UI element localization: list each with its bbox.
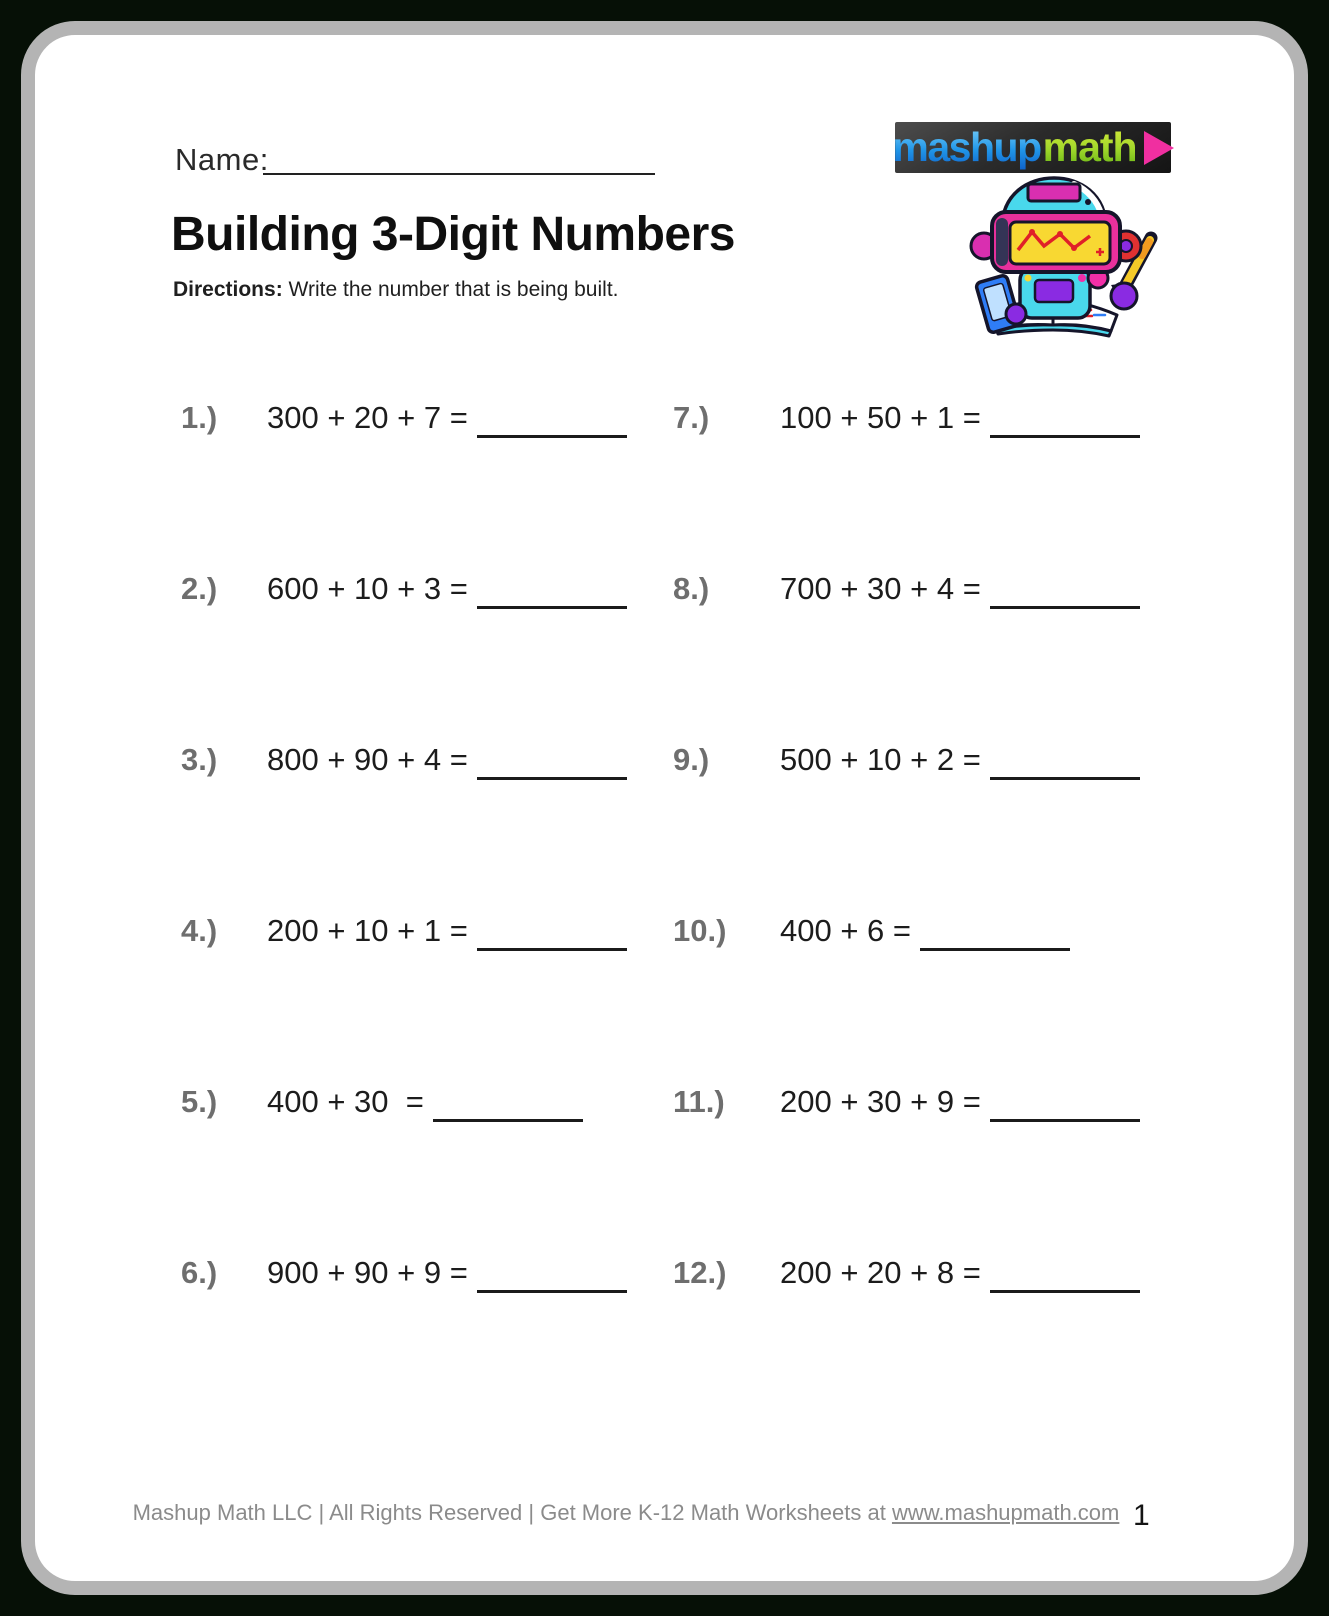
problem-row-7 (673, 398, 1140, 569)
directions-text: Write the number that is being built. (288, 278, 619, 301)
problem-number: 10.) (673, 913, 727, 948)
mashupmath-logo (892, 122, 1171, 173)
problem-number: 2.) (181, 571, 218, 606)
problems-column-left (181, 398, 627, 1424)
problem-row-1 (181, 398, 627, 569)
directions-label: Directions: (173, 278, 283, 301)
logo-text-mashup: mashup (892, 124, 1041, 170)
problem-expression: 300 + 20 + 7 = (267, 400, 468, 435)
answer-blank (477, 569, 627, 609)
answer-blank (990, 1082, 1140, 1122)
footer (36, 1500, 1216, 1526)
problem-number: 1.) (181, 400, 218, 435)
problem-expression: 200 + 30 + 9 = (780, 1084, 981, 1119)
problem-number: 12.) (673, 1255, 727, 1290)
problem-number: 5.) (181, 1084, 218, 1119)
problems-column-right (673, 398, 1140, 1424)
answer-blank (477, 911, 627, 951)
answer-blank (990, 740, 1140, 780)
answer-blank (920, 911, 1070, 951)
problem-row-8 (673, 569, 1140, 740)
worksheet-title: Building 3-Digit Numbers (171, 208, 735, 261)
problem-expression: 400 + 6 = (780, 913, 912, 948)
problem-number: 9.) (673, 742, 710, 777)
play-icon (1144, 131, 1174, 165)
problem-row-3 (181, 740, 627, 911)
problem-expression: 900 + 90 + 9 = (267, 1255, 468, 1290)
problem-row-6 (181, 1253, 627, 1424)
problem-row-12 (673, 1253, 1140, 1424)
problem-expression: 400 + 30 = (267, 1084, 424, 1119)
name-blank-line (263, 173, 655, 175)
problem-expression: 200 + 10 + 1 = (267, 913, 468, 948)
problem-expression: 100 + 50 + 1 = (780, 400, 981, 435)
problem-number: 8.) (673, 571, 710, 606)
problem-expression: 700 + 30 + 4 = (780, 571, 981, 606)
robot-illustration (936, 172, 1174, 342)
problem-row-9 (673, 740, 1140, 911)
problem-number: 6.) (181, 1255, 218, 1290)
page-number: 1 (1133, 1499, 1150, 1532)
problem-expression: 500 + 10 + 2 = (780, 742, 981, 777)
answer-blank (433, 1082, 583, 1122)
footer-text: Mashup Math LLC | All Rights Reserved | Get More K-12 Math Worksheets at (132, 1500, 892, 1525)
problem-expression: 200 + 20 + 8 = (780, 1255, 981, 1290)
problem-number: 11.) (673, 1084, 725, 1119)
problem-row-11 (673, 1082, 1140, 1253)
name-label: Name: (175, 142, 269, 177)
problem-row-4 (181, 911, 627, 1082)
answer-blank (477, 398, 627, 438)
answer-blank (990, 569, 1140, 609)
answer-blank (477, 1253, 627, 1293)
problem-row-10 (673, 911, 1140, 1082)
problem-expression: 800 + 90 + 4 = (267, 742, 468, 777)
problem-number: 4.) (181, 913, 218, 948)
problem-row-2 (181, 569, 627, 740)
problem-expression: 600 + 10 + 3 = (267, 571, 468, 606)
answer-blank (990, 398, 1140, 438)
answer-blank (477, 740, 627, 780)
logo-text-math: math (1042, 124, 1137, 170)
footer-link[interactable]: www.mashupmath.com (891, 1500, 1120, 1525)
problem-number: 3.) (181, 742, 218, 777)
problem-row-5 (181, 1082, 627, 1253)
answer-blank (990, 1253, 1140, 1293)
problem-number: 7.) (673, 400, 710, 435)
directions (173, 278, 618, 302)
